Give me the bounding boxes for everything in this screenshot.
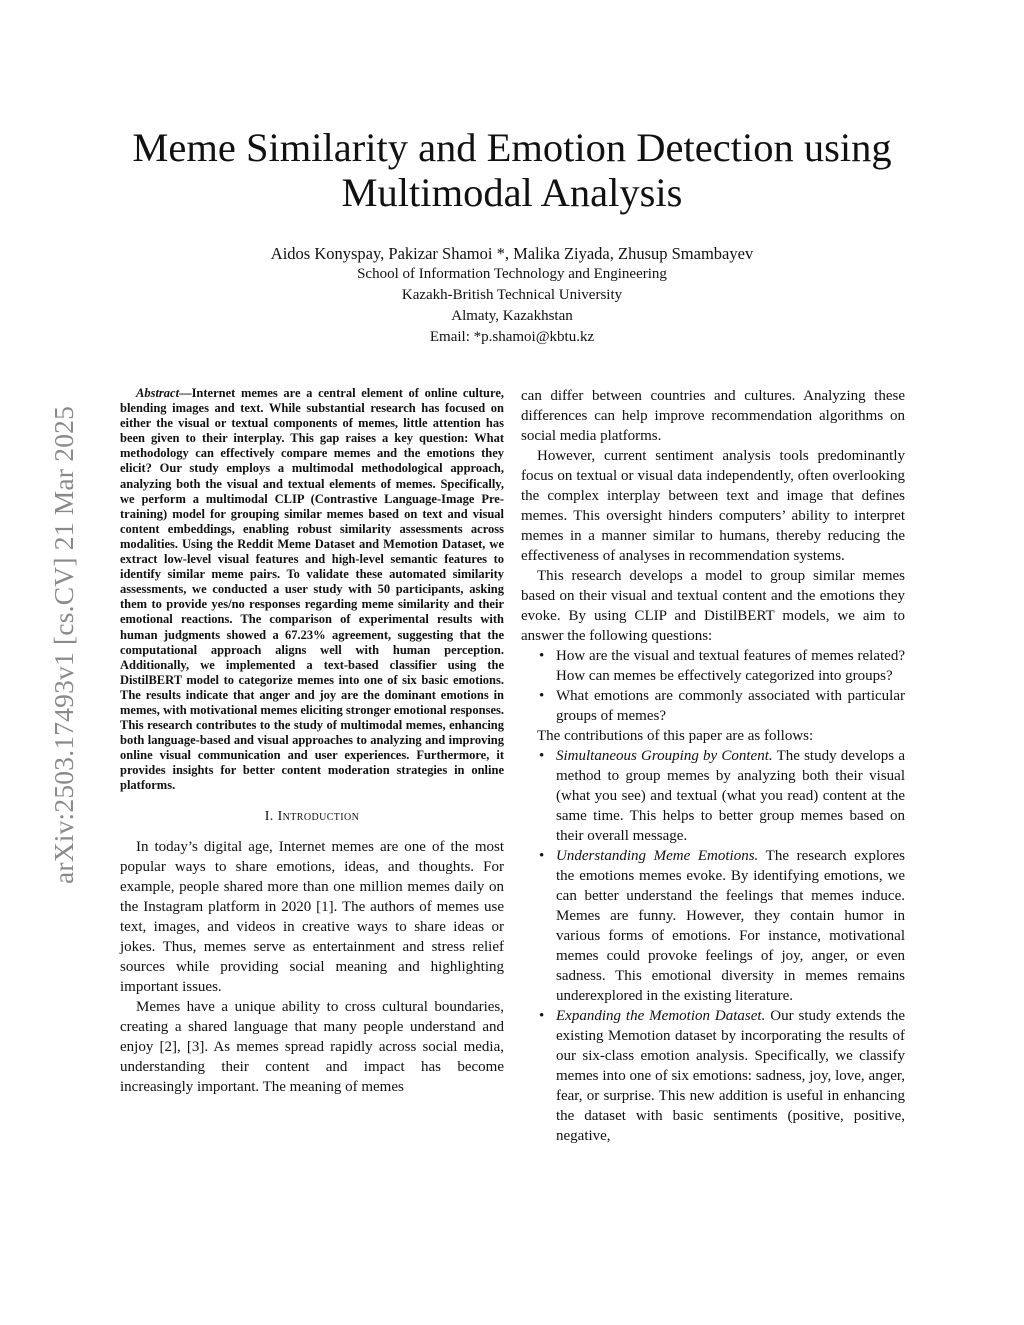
affiliation-city: Almaty, Kazakhstan [451,308,573,324]
abstract-text: —Internet memes are a central element of online culture, blending images and text. While substantial research has focused on either the visual or textual components of memes, little attention has been given to their interplay. This gap raises a key question: What methodology can effectively compare memes and the emotions they elicit? Our study employs a multimodal methodological approach, analyzing both the visual and textual elements of memes. Specifically, we perform a multimodal CLIP (Contrastive Language-Image Pre-training) model for grouping similar memes based on text and visual content embeddings, enabling robust similarity assessments across modalities. Using the Reddit Meme Dataset and Memotion Dataset, we extract low-level visual features and high-level semantic features to identify similar meme pairs. To validate these automated similarity assessments, we conducted a user study with 50 participants, asking them to provide yes/no responses regarding meme similarity and their emotional reactions. The comparison of experimental results with human judgments showed a 67.23% agreement, suggesting that the computational approach aligns well with human perception. Additionally, we implemented a text-based classifier using the DistilBERT model to categorize memes into one of six basic emotions. The results indicate that anger and joy are the dominant emotions in memes, with motivational memes eliciting stronger emotional responses. This research contributes to the study of multimodal memes, enhancing both language-based and visual approaches to analyzing and improving online visual communication and user experiences. Furthermore, it provides insights for better content moderation strategies in online platforms. [120,386,504,793]
arxiv-identifier: arXiv:2503.17493v1 [cs.CV] 21 Mar 2025 [48,405,79,885]
intro-paragraph-3: However, current sentiment analysis tools predominantly focus on textual or visual data independently, often overlooking the complex interplay between text and image that defines memes. This oversight hinders computers’ ability to interpret memes in a manner similar to humans, thereby reducing the effectiveness of analyses in recommendation systems. [521,448,905,564]
question-text: What emotions are commonly associated with particular groups of memes? [556,688,905,724]
section-number: I. [264,808,278,824]
contribution-text: Our study extends the existing Memotion dataset by incorporating the results of our six-class emotion analysis. Specifically, we classify memes into one of six emotions: sadness, joy, love, anger, fear, or surprise. This new addition is useful in enhancing the dataset with basic sentiments (positive, positive, negative, [556,1008,906,1144]
section-title: Introduction [277,808,360,824]
right-column [521,386,905,1146]
intro-paragraph-2: Memes have a unique ability to cross cultural boundaries, creating a shared language that many people understand and enjoy [2], [3]. As memes spread rapidly across social media, understanding their content and impact has become increasingly important. The meaning of memes [120,998,504,1095]
abstract-label: Abstract [136,386,180,400]
left-column [120,386,504,1097]
intro-paragraph-4: This research develops a model to group similar memes based on their visual and textual content and the emotions they evoke. By using CLIP and DistilBERT models, we aim to answer the following questions: [521,568,905,644]
contribution-lead: Simultaneous Grouping by Content. [556,748,773,764]
list-item [521,1006,905,1146]
contribution-lead: Expanding the Memotion Dataset. [556,1008,766,1024]
list-item [521,646,905,686]
affiliation-email: Email: *p.shamoi@kbtu.kz [429,329,595,345]
bullet-icon: • [539,748,545,764]
list-item [521,686,905,726]
intro-paragraph-continued: can differ between countries and cultures. Analyzing these differences can help improve recommendation algorithms on social media platforms. [521,388,905,444]
bullet-icon: • [539,688,545,704]
author-block [150,243,874,348]
contribution-lead: Understanding Meme Emotions. [556,848,759,864]
bullet-icon: • [539,1008,545,1024]
contributions-list [521,746,905,1146]
research-questions [521,646,905,726]
section-heading-introduction [120,807,504,827]
question-text: How are the visual and textual features of memes related? How can memes be effectively categorized into groups? [556,648,905,684]
paper-title: Meme Similarity and Emotion Detection using Multimodal Analysis [132,125,892,215]
contribution-text: The research explores the emotions memes evoke. By identifying emotions, we can better understand the feelings that memes induce. Memes are funny. However, they contain humor in various forms of emotions. For instance, motivational memes could provoke feelings of joy, anger, or even sadness. This emotional diversity in memes remains underexplored in the existing literature. [556,848,906,1004]
abstract [120,386,504,794]
bullet-icon: • [539,648,545,664]
list-item [521,746,905,846]
contributions-intro: The contributions of this paper are as follows: [537,728,814,744]
bullet-icon: • [539,848,545,864]
contribution-text: The study develops a method to group memes by analyzing both their visual (what you see) and textual (what you read) content at the same time. This helps to better group memes based on their overall message. [556,748,905,844]
affiliation-university: Kazakh-British Technical University [401,287,623,303]
list-item [521,846,905,1006]
author-list: Aidos Konyspay, Pakizar Shamoi *, Malika Ziyada, Zhusup Smambayev [270,244,754,263]
intro-paragraph-1: In today’s digital age, Internet memes are one of the most popular ways to share emotions, ideas, and thoughts. For example, people shared more than one million memes daily on the Instagram platform in 2020 [1]. The authors of memes use text, images, and videos in creative ways to share ideas or jokes. Thus, memes serve as entertainment and stress relief sources while providing social meaning and highlighting important issues. [120,838,504,995]
affiliation-school: School of Information Technology and Engineering [357,266,667,282]
